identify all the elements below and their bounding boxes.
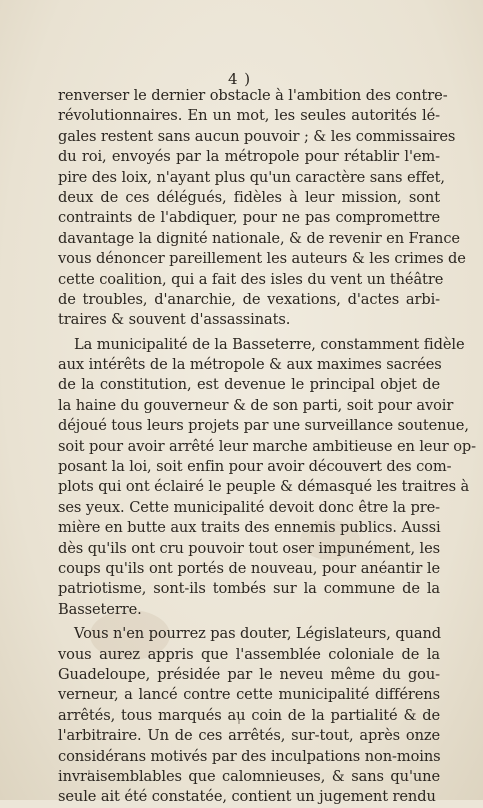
text-line: l'arbitraire. Un de ces arrêtés, sur-tout, après onze	[58, 727, 440, 745]
text-line: de la constitution, est devenue le principal objet de	[58, 376, 440, 394]
text-line: contraints de l'abdiquer, pour ne pas compromettre	[58, 209, 440, 227]
body-text	[58, 86, 476, 808]
paragraph	[58, 335, 476, 620]
text-line: vous aurez appris que l'assemblée coloniale de la	[58, 645, 440, 663]
text-line: vous dénoncer pareillement les auteurs & les crimes de	[58, 250, 466, 268]
text-line: traires & souvent d'assassinats.	[58, 311, 291, 329]
text-line: gales restent sans aucun pouvoir ; & les commissaires	[58, 127, 456, 145]
text-line: Guadeloupe, présidée par le neveu même du gou-	[58, 665, 440, 683]
text-line: la haine du gouverneur & de son parti, soit pour avoir	[58, 396, 454, 414]
page-number: 4 )	[228, 70, 252, 88]
ink-speck	[88, 770, 90, 774]
ink-speck	[238, 720, 240, 724]
text-line: pire des loix, n'ayant plus qu'un caractère sans effet,	[58, 168, 445, 186]
text-line: considérans motivés par des inculpations non-moins	[58, 747, 441, 765]
text-line: invraisemblables que calomnieuses, & sans qu'une	[58, 767, 440, 785]
text-line: du roi, envoyés par la métropole pour rétablir l'em-	[58, 148, 440, 166]
text-line: déjoué tous leurs projets par une surveillance soutenue,	[58, 417, 469, 435]
text-line: coups qu'ils ont portés de nouveau, pour anéantir le	[58, 559, 440, 577]
text-line: révolutionnaires. En un mot, les seules autorités lé-	[58, 107, 440, 125]
paragraph	[58, 624, 440, 808]
text-line: patriotisme, sont-ils tombés sur la commune de la	[58, 580, 440, 598]
text-line: davantage la dignité nationale, & de revenir en France	[58, 229, 460, 247]
text-line: posant la loi, soit enfin pour avoir découvert des com-	[58, 458, 452, 476]
text-line: arrêtés, tous marqués au coin de la partialité & de	[58, 706, 440, 724]
text-line: verneur, a lancé contre cette municipalité différens	[58, 686, 440, 704]
text-line: renverser le dernier obstacle à l'ambition des contre-	[58, 87, 448, 104]
text-line: cette coalition, qui a fait des isles du vent un théâtre	[58, 270, 444, 288]
text-line: dès qu'ils ont cru pouvoir tout oser impunément, les	[58, 539, 441, 557]
text-line: mière en butte aux traits des ennemis publics. Aussi	[58, 519, 441, 537]
text-line: soit pour avoir arrêté leur marche ambitieuse en leur op-	[58, 437, 476, 455]
text-line: aux intérêts de la métropole & aux maximes sacrées	[58, 356, 442, 374]
text-line: Basseterre.	[58, 600, 142, 618]
text-line: Vous n'en pourrez pas douter, Législateurs, quand	[74, 625, 442, 643]
paragraph	[58, 86, 466, 331]
text-line: La municipalité de la Basseterre, constamment fidèle	[74, 335, 465, 353]
text-line: deux de ces délégués, fidèles à leur mission, sont	[58, 188, 440, 206]
text-line: de troubles, d'anarchie, de vexations, d'actes arbi-	[58, 290, 440, 308]
text-line: plots qui ont éclairé le peuple & démasqué les traitres à	[58, 478, 470, 496]
text-line: ses yeux. Cette municipalité devoit donc être la pre-	[58, 498, 440, 516]
text-line: seule ait été constatée, contient un jugement rendu	[58, 788, 436, 806]
